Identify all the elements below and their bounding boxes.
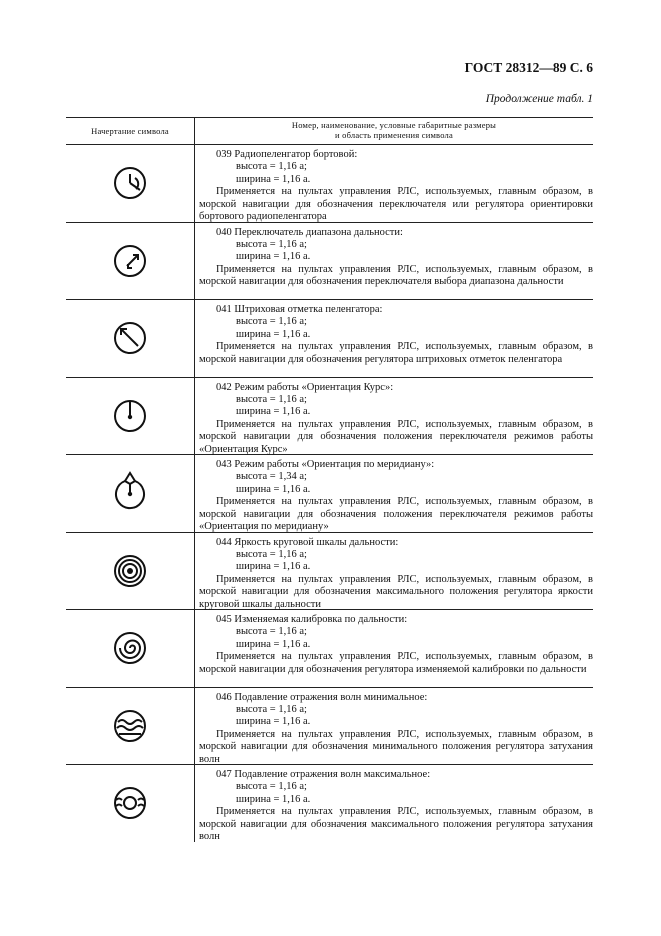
symbol-title: 039 Радиопеленгатор бортовой: xyxy=(216,149,358,160)
table-continuation-label: Продолжение табл. 1 xyxy=(485,93,593,105)
table-row xyxy=(66,688,593,766)
table-row xyxy=(66,533,593,611)
symbol-application: Применяется на пультах управления РЛС, используемых, главным образом, в морской навигации для обозначения положения переключателя режимов работы «Ориентация по меридиану» xyxy=(199,496,593,533)
onboard-radio-direction-finder-icon xyxy=(110,163,150,203)
symbol-application: Применяется на пультах управления РЛС, используемых, главным образом, в морской навигации для обозначения минимального положения регулятора затухания волн xyxy=(199,728,593,765)
variable-range-calibration-icon xyxy=(110,628,150,668)
symbol-height: высота = 1,16 а; xyxy=(236,238,307,250)
symbol-application: Применяется на пультах управления РЛС, используемых, главным образом, в морской навигации для обозначения регулятора изменяемой калибровки по дальности xyxy=(199,651,593,675)
symbol-title: 040 Переключатель диапазона дальности: xyxy=(216,226,403,238)
sea-clutter-min-icon xyxy=(110,706,150,746)
range-switch-icon xyxy=(110,241,150,281)
symbol-title: 041 Штриховая отметка пеленгатора: xyxy=(216,304,383,315)
symbol-application: Применяется на пультах управления РЛС, используемых, главным образом, в морской навигации для обозначения переключателя выбора диапазона дальности xyxy=(199,263,593,288)
table-row xyxy=(66,455,593,533)
symbol-width: ширина = 1,16 а. xyxy=(236,638,311,650)
symbol-height: высота = 1,16 а; xyxy=(236,393,307,405)
symbol-application: Применяется на пультах управления РЛС, используемых, главным образом, в морской навигации для обозначения максимального положения регулятора яркости круговой шкалы дальности xyxy=(199,573,593,610)
symbol-title: 044 Яркость круговой шкалы дальности: xyxy=(216,536,399,548)
symbol-height: высота = 1,16 а; xyxy=(236,626,307,638)
symbol-width: ширина = 1,16 а. xyxy=(236,251,311,263)
symbol-width: ширина = 1,16 а. xyxy=(236,716,311,728)
symbol-width: ширина = 1,16 а. xyxy=(236,406,311,418)
symbol-width: ширина = 1,16 а. xyxy=(236,793,311,805)
symbol-title: 045 Изменяемая калибровка по дальности: xyxy=(216,614,408,625)
table-row xyxy=(66,300,593,378)
sea-clutter-max-icon xyxy=(110,783,150,823)
symbol-height: высота = 1,16 а; xyxy=(236,781,307,793)
symbols-table xyxy=(66,117,593,842)
symbol-height: высота = 1,16 а; xyxy=(236,316,307,328)
symbol-height: высота = 1,16 а; xyxy=(236,548,307,560)
column-header-description: Номер, наименование, условные габаритные размеры и область применения символа xyxy=(291,120,497,140)
range-ring-brightness-icon xyxy=(110,551,150,591)
symbol-title: 046 Подавление отражения волн минимальное: xyxy=(216,691,428,703)
table-row xyxy=(66,378,593,456)
symbol-width: ширина = 1,16 а. xyxy=(236,173,311,185)
symbol-height: высота = 1,34 а; xyxy=(236,471,307,483)
symbol-title: 042 Режим работы «Ориентация Курс»: xyxy=(216,381,394,393)
table-row xyxy=(66,765,593,842)
symbol-application: Применяется на пультах управления РЛС, используемых, главным образом, в морской навигации для обозначения положения переключателя режимов работы «Ориентация Курс» xyxy=(199,418,593,455)
symbol-height: высота = 1,16 а; xyxy=(236,703,307,715)
table-row xyxy=(66,145,593,223)
symbol-width: ширина = 1,16 а. xyxy=(236,328,311,340)
column-header-symbol: Начертание символа xyxy=(66,118,195,144)
symbol-width: ширина = 1,16 а. xyxy=(236,561,311,573)
symbol-title: 043 Режим работы «Ориентация по меридиану»: xyxy=(216,459,435,470)
table-row xyxy=(66,610,593,688)
table-header xyxy=(66,117,593,145)
symbol-width: ширина = 1,16 а. xyxy=(236,483,311,495)
symbol-application: Применяется на пультах управления РЛС, используемых, главным образом, в морской навигации для обозначения максимального положения регулятора затухания волн xyxy=(199,806,593,843)
symbol-application: Применяется на пультах управления РЛС, используемых, главным образом, в морской навигации для обозначения переключателя или регулятора ориентировки бортового радиопеленгатора xyxy=(199,186,593,223)
course-orientation-icon xyxy=(110,396,150,436)
page-header: ГОСТ 28312—89 С. 6 xyxy=(464,60,593,75)
meridian-orientation-icon xyxy=(110,473,150,513)
table-row xyxy=(66,223,593,301)
symbol-application: Применяется на пультах управления РЛС, используемых, главным образом, в морской навигации для обозначения регулятора штриховых отметок пеленгатора xyxy=(199,341,593,365)
symbol-height: высота = 1,16 а; xyxy=(236,161,307,173)
bearing-marker-icon xyxy=(110,318,150,358)
symbol-title: 047 Подавление отражения волн максимальное: xyxy=(216,769,431,780)
